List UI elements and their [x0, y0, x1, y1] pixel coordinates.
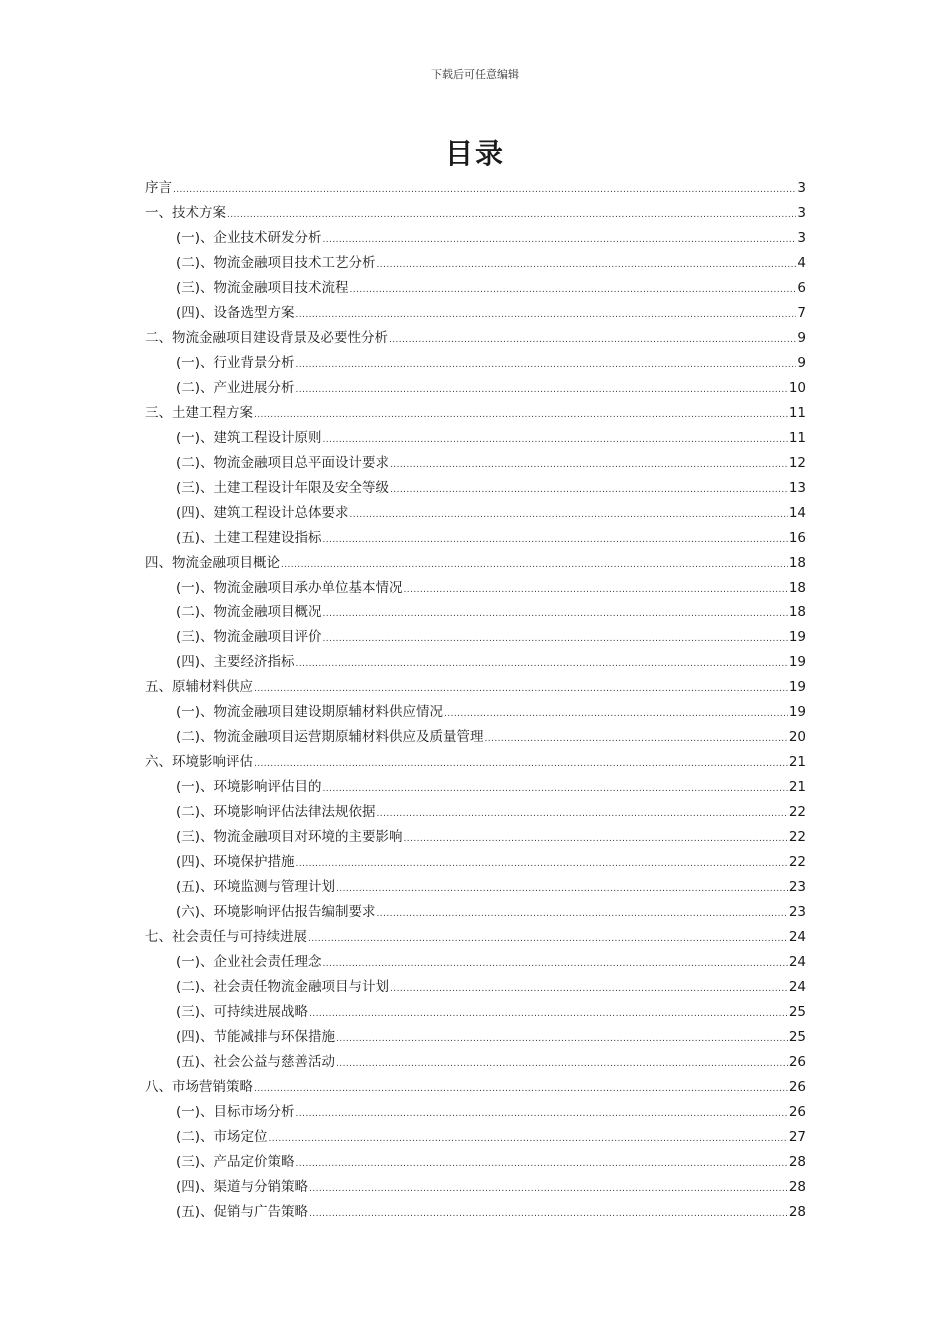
- toc-entry-title: (四)、节能减排与环保措施: [176, 1028, 336, 1045]
- toc-entry-title: (三)、物流金融项目评价: [176, 629, 322, 646]
- toc-dot-leader: [323, 952, 788, 977]
- toc-entry-title: 六、环境影响评估: [145, 754, 253, 771]
- toc-subentry[interactable]: [145, 625, 806, 650]
- toc-entry-title: (四)、渠道与分销策略: [176, 1178, 309, 1195]
- toc-dot-leader: [309, 1202, 788, 1227]
- toc-page-number: 21: [788, 779, 806, 796]
- toc-dot-leader: [336, 1052, 788, 1077]
- toc-dot-leader: [389, 328, 796, 353]
- toc-entry-title: (二)、市场定位: [176, 1128, 268, 1145]
- toc-page-number: 23: [788, 904, 806, 921]
- toc-subentry[interactable]: [145, 1050, 806, 1075]
- toc-entry-title: 八、市场营销策略: [145, 1078, 253, 1095]
- toc-dot-leader: [323, 228, 797, 253]
- table-of-contents: [145, 176, 806, 1225]
- toc-dot-leader: [323, 627, 788, 652]
- toc-dot-leader: [377, 902, 788, 927]
- toc-subentry[interactable]: [145, 700, 806, 725]
- toc-dot-leader: [296, 852, 788, 877]
- toc-subentry[interactable]: [145, 251, 806, 276]
- toc-dot-leader: [227, 203, 796, 228]
- toc-dot-leader: [309, 1002, 788, 1027]
- toc-dot-leader: [390, 453, 788, 478]
- toc-entry-title: (五)、环境监测与管理计划: [176, 879, 336, 896]
- toc-subentry[interactable]: [145, 276, 806, 301]
- toc-subentry[interactable]: [145, 600, 806, 625]
- toc-page-number: 24: [788, 954, 806, 971]
- toc-entry-title: (二)、物流金融项目技术工艺分析: [176, 254, 376, 271]
- toc-entry-title: (二)、社会责任物流金融项目与计划: [176, 979, 390, 995]
- toc-entry-title: (三)、物流金融项目技术流程: [176, 279, 349, 296]
- toc-subentry[interactable]: [145, 850, 806, 875]
- toc-entry-title: (一)、环境影响评估目的: [176, 779, 322, 796]
- toc-dot-leader: [296, 1152, 788, 1177]
- toc-page-number: 22: [788, 829, 806, 846]
- toc-dot-leader: [269, 1127, 788, 1152]
- toc-entry-title: (二)、环境影响评估法律法规依据: [176, 804, 376, 821]
- toc-entry[interactable]: [145, 675, 806, 700]
- toc-entry-title: (三)、可持续进展战略: [176, 1003, 309, 1020]
- toc-entry-title: (二)、物流金融项目概况: [176, 604, 322, 621]
- toc-dot-leader: [254, 752, 788, 777]
- toc-subentry[interactable]: [145, 501, 806, 526]
- toc-dot-leader: [404, 578, 788, 603]
- toc-dot-leader: [390, 977, 788, 1002]
- toc-subentry[interactable]: [145, 376, 806, 401]
- toc-dot-leader: [404, 827, 788, 852]
- toc-page-number: 19: [788, 629, 806, 646]
- toc-page-number: 25: [788, 1028, 806, 1045]
- toc-page-number: 28: [788, 1178, 806, 1195]
- toc-page-number: 18: [788, 579, 806, 596]
- toc-entry-title: (四)、环境保护措施: [176, 854, 295, 871]
- toc-page-number: 18: [788, 604, 806, 621]
- toc-page-number: 23: [788, 879, 806, 896]
- toc-entry-title: 四、物流金融项目概论: [145, 554, 280, 571]
- toc-page-number: 18: [788, 554, 806, 571]
- toc-entry-title: (一)、企业技术研发分析: [176, 229, 322, 246]
- toc-page-number: 21: [788, 754, 806, 771]
- toc-subentry[interactable]: [145, 1200, 806, 1225]
- toc-entry-title: (四)、建筑工程设计总体要求: [176, 504, 349, 521]
- toc-entry[interactable]: [145, 1075, 806, 1100]
- toc-entry[interactable]: [145, 176, 806, 201]
- toc-subentry[interactable]: [145, 451, 806, 476]
- toc-entry-title: 三、土建工程方案: [145, 404, 253, 421]
- page-header: 下载后可任意编辑: [431, 68, 519, 81]
- toc-dot-leader: [323, 602, 788, 627]
- toc-dot-leader: [254, 1077, 788, 1102]
- toc-subentry[interactable]: [145, 1175, 806, 1200]
- toc-dot-leader: [296, 303, 797, 328]
- toc-subentry[interactable]: [145, 975, 806, 1000]
- toc-subentry[interactable]: [145, 950, 806, 975]
- toc-dot-leader: [323, 528, 788, 553]
- toc-dot-leader: [336, 1027, 788, 1052]
- toc-page-number: 27: [788, 1128, 806, 1145]
- toc-dot-leader: [281, 553, 788, 578]
- toc-entry-title: (二)、物流金融项目运营期原辅材料供应及质量管理: [176, 729, 484, 746]
- toc-entry[interactable]: [145, 401, 806, 426]
- toc-subentry[interactable]: [145, 900, 806, 925]
- toc-page-number: 26: [788, 1078, 806, 1095]
- toc-page-number: 24: [788, 929, 806, 946]
- toc-dot-leader: [350, 503, 788, 528]
- toc-dot-leader: [296, 353, 797, 378]
- toc-page-number: 4: [797, 254, 806, 271]
- toc-page-number: 19: [788, 679, 806, 696]
- toc-page-number: 10: [788, 379, 806, 396]
- toc-page-number: 26: [788, 1053, 806, 1070]
- page-title: 目录: [444, 137, 505, 170]
- toc-entry-title: (一)、物流金融项目承办单位基本情况: [176, 579, 403, 596]
- toc-page-number: 11: [788, 404, 806, 421]
- toc-subentry[interactable]: [145, 650, 806, 675]
- toc-entry[interactable]: [145, 551, 806, 576]
- toc-entry-title: (一)、行业背景分析: [176, 354, 295, 371]
- toc-dot-leader: [377, 253, 797, 278]
- toc-page-number: 22: [788, 804, 806, 821]
- toc-page-number: 9: [797, 354, 806, 371]
- toc-subentry[interactable]: [145, 775, 806, 800]
- toc-page-number: 6: [797, 279, 806, 296]
- toc-entry-title: (二)、产业进展分析: [176, 379, 295, 396]
- toc-subentry[interactable]: [145, 426, 806, 451]
- toc-page-number: 3: [797, 204, 806, 221]
- toc-page-number: 13: [788, 479, 806, 496]
- toc-entry-title: (二)、物流金融项目总平面设计要求: [176, 454, 390, 471]
- toc-subentry[interactable]: [145, 1150, 806, 1175]
- toc-entry-title: (五)、社会公益与慈善活动: [176, 1053, 336, 1070]
- toc-entry-title: (一)、建筑工程设计原则: [176, 429, 322, 446]
- toc-dot-leader: [323, 777, 788, 802]
- toc-subentry[interactable]: [145, 526, 806, 551]
- toc-dot-leader: [173, 178, 796, 203]
- toc-dot-leader: [296, 652, 788, 677]
- toc-page-number: 19: [788, 704, 806, 721]
- toc-subentry[interactable]: [145, 301, 806, 326]
- toc-entry-title: (三)、产品定价策略: [176, 1153, 295, 1170]
- toc-dot-leader: [308, 927, 788, 952]
- toc-page-number: 28: [788, 1203, 806, 1220]
- toc-entry-title: (一)、物流金融项目建设期原辅材料供应情况: [176, 704, 444, 721]
- toc-page-number: 7: [797, 304, 806, 321]
- toc-entry-title: (六)、环境影响评估报告编制要求: [176, 904, 376, 921]
- toc-page-number: 25: [788, 1003, 806, 1020]
- toc-dot-leader: [377, 802, 788, 827]
- toc-dot-leader: [390, 478, 788, 503]
- toc-entry-title: (五)、土建工程建设指标: [176, 529, 322, 546]
- toc-entry[interactable]: [145, 326, 806, 351]
- toc-subentry[interactable]: [145, 1100, 806, 1125]
- toc-dot-leader: [444, 702, 788, 727]
- toc-page-number: 19: [788, 654, 806, 671]
- toc-entry-title: (一)、企业社会责任理念: [176, 954, 322, 971]
- toc-entry[interactable]: [145, 201, 806, 226]
- toc-entry-title: (五)、促销与广告策略: [176, 1203, 309, 1220]
- toc-subentry[interactable]: [145, 1025, 806, 1050]
- toc-page-number: 3: [797, 229, 806, 246]
- toc-entry-title: (一)、目标市场分析: [176, 1103, 295, 1120]
- toc-subentry[interactable]: [145, 1125, 806, 1150]
- toc-subentry[interactable]: [145, 800, 806, 825]
- toc-dot-leader: [336, 877, 788, 902]
- toc-page-number: 12: [788, 454, 806, 471]
- toc-entry-title: 五、原辅材料供应: [145, 679, 253, 696]
- toc-dot-leader: [485, 727, 788, 752]
- toc-subentry[interactable]: [145, 576, 806, 601]
- toc-page-number: 9: [797, 329, 806, 346]
- toc-entry-title: (四)、设备选型方案: [176, 304, 295, 321]
- toc-page-number: 28: [788, 1153, 806, 1170]
- toc-page-number: 3: [797, 180, 806, 196]
- toc-page-number: 16: [788, 529, 806, 546]
- toc-entry-title: (三)、土建工程设计年限及安全等级: [176, 479, 390, 496]
- toc-subentry[interactable]: [145, 725, 806, 750]
- toc-subentry[interactable]: [145, 476, 806, 501]
- toc-page-number: 20: [788, 729, 806, 746]
- toc-page-number: 22: [788, 854, 806, 871]
- toc-dot-leader: [296, 1102, 788, 1127]
- toc-dot-leader: [350, 278, 797, 303]
- toc-subentry[interactable]: [145, 825, 806, 850]
- toc-page-number: 26: [788, 1103, 806, 1120]
- toc-dot-leader: [309, 1177, 788, 1202]
- toc-dot-leader: [323, 428, 788, 453]
- toc-entry-title: 七、社会责任与可持续进展: [145, 929, 307, 946]
- toc-subentry[interactable]: [145, 875, 806, 900]
- toc-subentry[interactable]: [145, 351, 806, 376]
- toc-dot-leader: [254, 403, 788, 428]
- toc-page-number: 24: [788, 979, 806, 995]
- toc-page-number: 14: [788, 504, 806, 521]
- toc-dot-leader: [254, 677, 788, 702]
- toc-entry-title: 序言: [145, 180, 172, 196]
- toc-entry-title: 二、物流金融项目建设背景及必要性分析: [145, 329, 388, 346]
- toc-subentry[interactable]: [145, 226, 806, 251]
- toc-entry[interactable]: [145, 925, 806, 950]
- toc-dot-leader: [296, 378, 788, 403]
- toc-entry-title: (四)、主要经济指标: [176, 654, 295, 671]
- toc-subentry[interactable]: [145, 1000, 806, 1025]
- toc-entry[interactable]: [145, 750, 806, 775]
- toc-page-number: 11: [788, 429, 806, 446]
- toc-entry-title: (三)、物流金融项目对环境的主要影响: [176, 829, 403, 846]
- toc-entry-title: 一、技术方案: [145, 204, 226, 221]
